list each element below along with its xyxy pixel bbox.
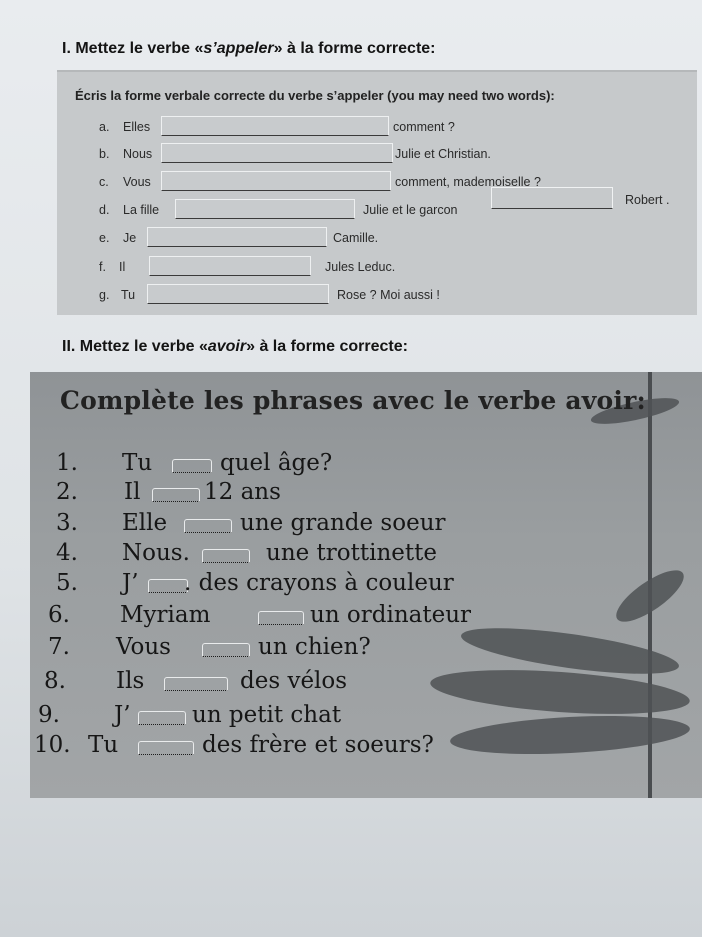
section-2-heading	[62, 338, 408, 356]
answer-blank[interactable]	[147, 284, 329, 304]
answer-blank[interactable]	[161, 116, 389, 136]
item-number: 8.	[44, 668, 66, 694]
answer-blank[interactable]	[148, 579, 188, 593]
item-subject: Je	[123, 231, 137, 245]
answer-blank[interactable]	[175, 199, 355, 219]
item-text: Julie et le garcon	[363, 203, 458, 217]
item-subject: Elles	[123, 120, 151, 134]
answer-blank[interactable]	[172, 459, 212, 473]
item-subject: Vous	[116, 634, 171, 660]
item-subject: Nous	[123, 147, 153, 161]
item-number: 7.	[48, 634, 70, 660]
exercise-2-instruction: Complète les phrases avec le verbe avoir:	[60, 386, 646, 415]
answer-blank[interactable]	[138, 741, 194, 755]
item-subject: Tu	[122, 450, 153, 476]
item-number: 10.	[34, 732, 71, 758]
item-label: c.	[99, 175, 109, 189]
heading-text: » à la forme correcte:	[246, 338, 408, 355]
item-subject: Myriam	[120, 602, 211, 628]
item-text: Camille.	[333, 231, 379, 245]
heading-verb: s’appeler	[203, 40, 274, 57]
item-text: 12 ans	[204, 479, 281, 505]
answer-blank[interactable]	[258, 611, 304, 625]
item-text: des frère et soeurs?	[202, 732, 434, 758]
item-subject: Nous.	[122, 540, 190, 566]
exercise-2-panel	[30, 372, 702, 798]
item-text: des vélos	[240, 668, 348, 694]
item-subject: La fille	[123, 203, 160, 217]
answer-blank[interactable]	[161, 143, 393, 163]
item-number: 6.	[48, 602, 70, 628]
item-text: un petit chat	[192, 702, 342, 728]
item-label: a.	[99, 120, 110, 134]
item-label: d.	[99, 203, 110, 217]
item-subject: Il	[119, 260, 126, 274]
item-subject: Tu	[88, 732, 119, 758]
item-number: 5.	[56, 570, 78, 596]
item-subject: Vous	[123, 175, 151, 189]
item-subject: Tu	[121, 288, 136, 302]
item-text: Rose ? Moi aussi !	[337, 288, 440, 302]
item-text: une grande soeur	[240, 510, 446, 536]
item-text: Julie et Christian.	[395, 147, 491, 161]
answer-blank[interactable]	[491, 187, 613, 209]
item-label: e.	[99, 231, 110, 245]
item-number: 4.	[56, 540, 78, 566]
item-number: 9.	[38, 702, 60, 728]
heading-verb: avoir	[207, 338, 247, 355]
item-number: 2.	[56, 479, 78, 505]
answer-blank[interactable]	[202, 549, 250, 563]
item-text: comment, mademoiselle ?	[395, 175, 541, 189]
item-subject: Elle	[122, 510, 168, 536]
item-label: b.	[99, 147, 110, 161]
item-text: une trottinette	[266, 540, 437, 566]
item-number: 1.	[56, 450, 78, 476]
answer-blank[interactable]	[152, 488, 200, 502]
item-number: 3.	[56, 510, 78, 536]
section-1-heading	[62, 40, 436, 58]
answer-blank[interactable]	[138, 711, 186, 725]
item-subject: J’	[122, 570, 139, 596]
answer-blank[interactable]	[147, 227, 327, 247]
answer-blank[interactable]	[164, 677, 228, 691]
answer-blank[interactable]	[161, 171, 391, 191]
heading-text: » à la forme correcte:	[273, 40, 436, 57]
item-text: un ordinateur	[310, 602, 472, 628]
item-text: . des crayons à couleur	[184, 570, 454, 596]
heading-text: II. Mettez le verbe «	[62, 338, 208, 355]
item-subject: J’	[114, 702, 131, 728]
item-text: Jules Leduc.	[325, 260, 396, 274]
item-text: comment ?	[393, 120, 455, 134]
item-text: quel âge?	[220, 450, 333, 476]
answer-blank[interactable]	[184, 519, 232, 533]
heading-text: I. Mettez le verbe «	[62, 40, 204, 57]
item-label: g.	[99, 288, 110, 302]
exercise-1-panel	[57, 70, 697, 315]
answer-blank[interactable]	[202, 643, 250, 657]
item-subject: Ils	[116, 668, 145, 694]
item-text: un chien?	[258, 634, 371, 660]
item-text: Robert .	[625, 193, 670, 207]
item-label: f.	[99, 260, 106, 274]
item-subject: Il	[124, 479, 141, 505]
answer-blank[interactable]	[149, 256, 311, 276]
leaf-decoration	[449, 711, 691, 760]
exercise-1-instruction: Écris la forme verbale correcte du verbe s’appeler (you may need two words):	[75, 88, 555, 103]
